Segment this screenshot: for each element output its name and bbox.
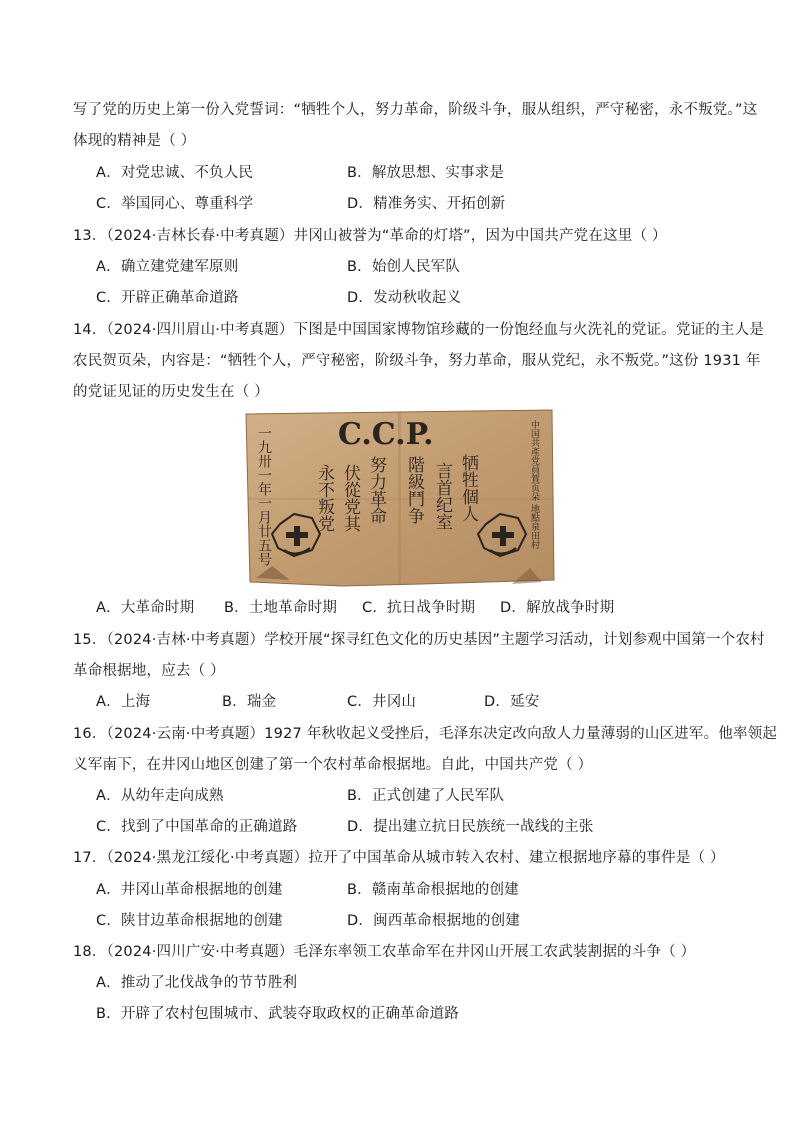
q14-line-1: 14．（2024·四川眉山·中考真题）下图是中国国家博物馆珍藏的一份饱经血与火洗礼的党证。党证的主人是 bbox=[73, 322, 765, 338]
q14-option-c: C．抗日战争时期 bbox=[362, 600, 476, 616]
q16-option-c: C．找到了中国革命的正确道路 bbox=[96, 819, 298, 835]
certificate-col-5: 伏從党其 bbox=[340, 464, 360, 532]
q17-option-d: D．闽西革命根据地的创建 bbox=[347, 913, 521, 929]
intro-option-c: C．举国同心、尊重科学 bbox=[96, 196, 254, 212]
intro-option-d: D．精准务实、开拓创新 bbox=[347, 196, 506, 212]
q18-option-b: B．开辟了农村包围城市、武装夺取政权的正确革命道路 bbox=[96, 1006, 459, 1022]
q15-option-d: D．延安 bbox=[484, 694, 540, 710]
q15-option-c: C．井冈山 bbox=[347, 694, 417, 710]
intro-line-2: 体现的精神是（ ） bbox=[73, 133, 196, 149]
q16-option-d: D．提出建立抗日民族统一战线的主张 bbox=[347, 819, 594, 835]
certificate-date: 一九卅一年一月廿五号 bbox=[256, 426, 272, 566]
q13-option-b: B．始创人民军队 bbox=[347, 259, 461, 275]
q14-option-a: A．大革命时期 bbox=[96, 600, 195, 616]
q15-option-b: B．瑞金 bbox=[222, 694, 277, 710]
q15-line-2: 革命根据地，应去（ ） bbox=[73, 663, 225, 679]
intro-option-a: A．对党忠诚、不负人民 bbox=[96, 165, 254, 181]
q13-option-c: C．开辟正确革命道路 bbox=[96, 290, 239, 306]
q15-line-1: 15．（2024·吉林·中考真题）学校开展“探寻红色文化的历史基因”主题学习活动，计划参观中国第一个农村 bbox=[73, 632, 765, 648]
certificate-col-4: 努力革命 bbox=[366, 456, 386, 524]
q14-option-b: B．土地革命时期 bbox=[224, 600, 338, 616]
q14-line-2: 农民贺页朵，内容是：“牺牲个人，严守秘密，阶级斗争，努力革命，服从党纪，永不叛党。”这份 1931 年 bbox=[73, 353, 761, 369]
q15-option-a: A．上海 bbox=[96, 694, 151, 710]
q13-option-d: D．发动秋收起义 bbox=[347, 290, 462, 306]
party-certificate-image bbox=[242, 408, 556, 588]
q16-option-a: A．从幼年走向成熟 bbox=[96, 788, 224, 804]
certificate-col-2: 言首纪室 bbox=[432, 462, 452, 530]
intro-option-b: B．解放思想、实事求是 bbox=[347, 165, 505, 181]
q17-stem: 17．（2024·黑龙江绥化·中考真题）拉开了中国革命从城市转入农村、建立根据地序幕的事件是（ ） bbox=[73, 850, 725, 866]
q13-stem: 13．（2024·吉林长春·中考真题）井冈山被誉为“革命的灯塔”，因为中国共产党在这里（ ） bbox=[73, 228, 667, 244]
q18-stem: 18．（2024·四川广安·中考真题）毛泽东率领工农革命军在井冈山开展工农武装割据的斗争（ ） bbox=[73, 944, 696, 960]
q16-line-1: 16．（2024·云南·中考真题）1927 年秋收起义受挫后，毛泽东决定改向敌人力量薄弱的山区进军。他率领起 bbox=[73, 726, 778, 742]
q16-line-2: 义军南下，在井冈山地区创建了第一个农村革命根据地。自此，中国共产党（ ） bbox=[73, 757, 593, 773]
q17-option-b: B．赣南革命根据地的创建 bbox=[347, 882, 519, 898]
certificate-col-6: 永不叛党 bbox=[314, 464, 334, 532]
intro-line-1: 写了党的历史上第一份入党誓词：“牺牲个人，努力革命，阶级斗争，服从组织，严守秘密，永不叛党。”这 bbox=[73, 102, 758, 118]
q14-option-d: D．解放战争时期 bbox=[500, 600, 615, 616]
certificate-header: C.C.P. bbox=[338, 417, 434, 452]
q17-option-c: C．陕甘边革命根据地的创建 bbox=[96, 913, 283, 929]
q14-line-3: 的党证见证的历史发生在（ ） bbox=[73, 384, 269, 400]
certificate-col-3: 階級鬥争 bbox=[404, 456, 424, 524]
q13-option-a: A．确立建党建军原则 bbox=[96, 259, 239, 275]
q17-option-a: A．井冈山革命根据地的创建 bbox=[96, 882, 283, 898]
q18-option-a: A．推动了北伐战争的节节胜利 bbox=[96, 975, 298, 991]
certificate-col-1: 牺牲個人 bbox=[458, 454, 478, 522]
certificate-owner-note: 中国共產党員賀页朵 地點泉田村 bbox=[529, 420, 539, 549]
q16-option-b: B．正式创建了人民军队 bbox=[347, 788, 505, 804]
